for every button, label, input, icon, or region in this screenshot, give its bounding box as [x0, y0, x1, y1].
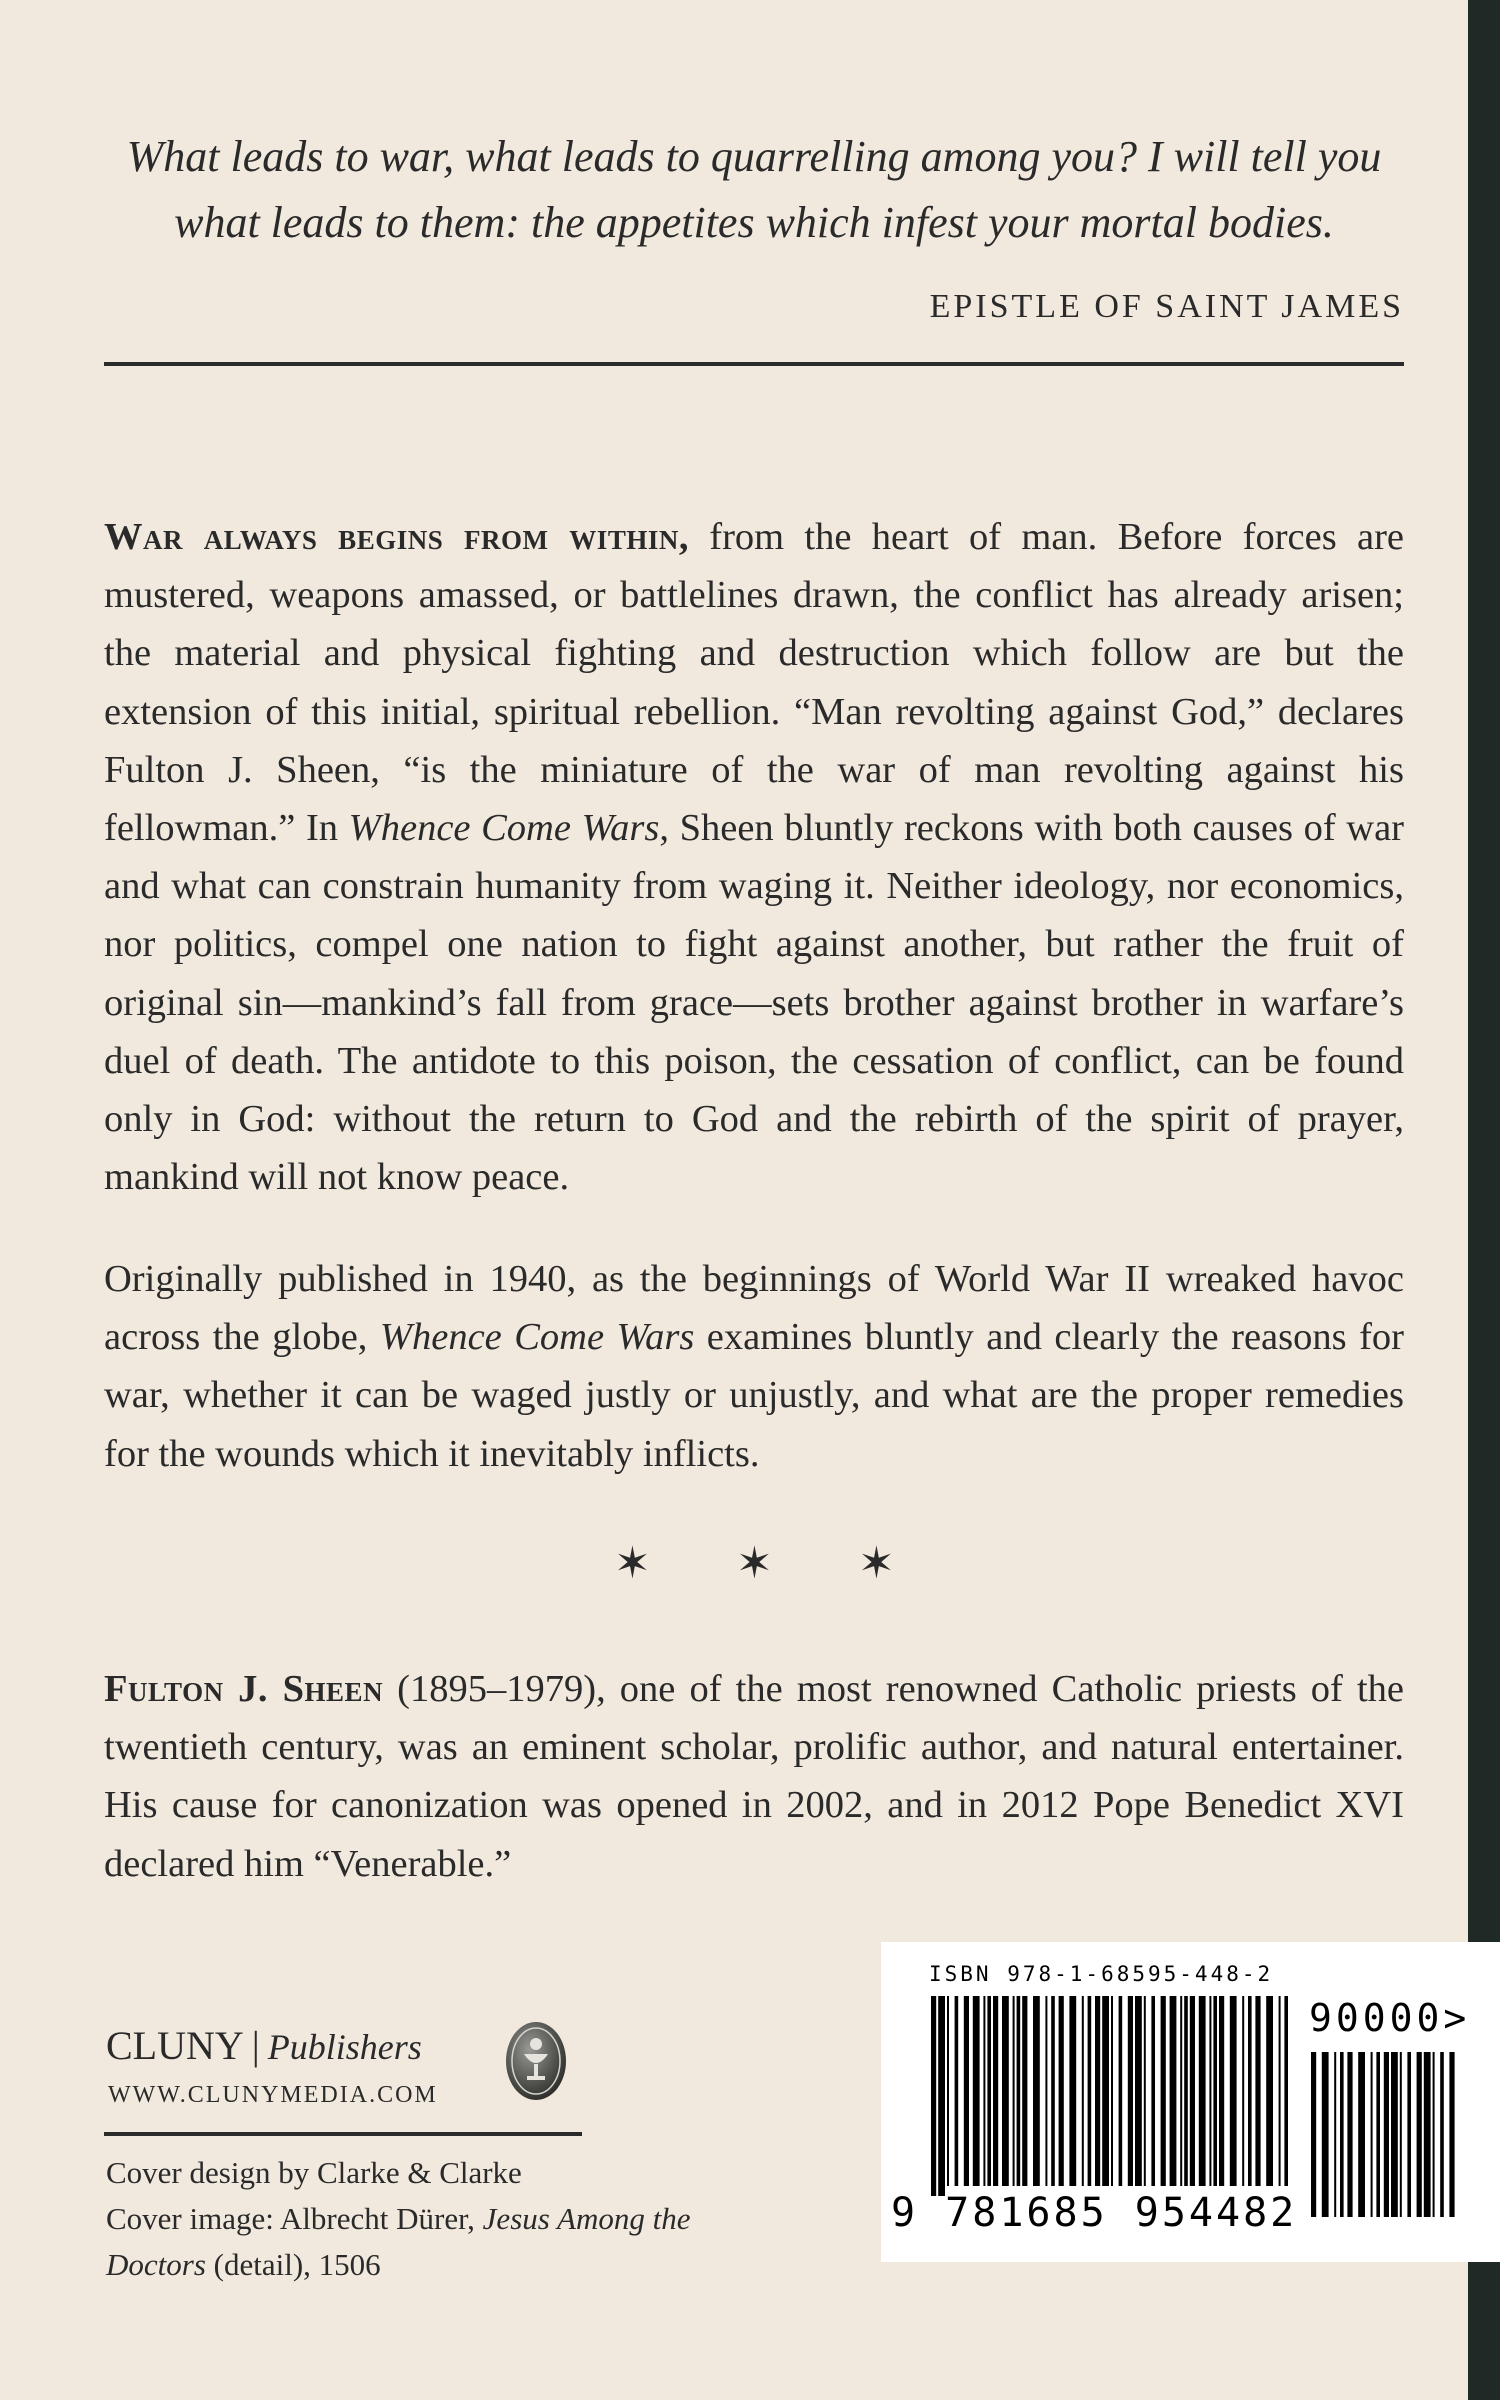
cover-image-credit: Cover image: Albrecht Dürer, Jesus Among the Doctors (detail), 1506: [106, 2201, 691, 2282]
author-name: Fulton J. Sheen: [104, 1668, 384, 1710]
isbn-number: ISBN 978-1-68595-448-2: [929, 1962, 1274, 1986]
blurb-p2-text-a: Originally published in 1940, as the beginnings of World War II wreaked havoc across the globe,: [104, 1258, 1404, 1359]
blurb-p2-text-b: examines bluntly and clearly the reasons for war, whether it can be waged justly or unjustly, and what are the proper remedies for the wounds which it inevitably inflicts.: [104, 1316, 1404, 1475]
epigraph-quote: [104, 124, 1404, 256]
top-divider-rule: [104, 362, 1404, 366]
addon-barcode-bars: [1309, 2052, 1479, 2222]
section-ornament: [104, 1538, 1404, 1589]
blurb-lead-in: War always begins from within,: [104, 516, 689, 558]
isbn-barcode: [881, 1942, 1500, 2262]
ean-barcode-bars: [929, 1996, 1289, 2196]
epigraph-line-1: What leads to war, what leads to quarrelling among you? I will tell you: [126, 132, 1382, 181]
publisher-url: WWW.CLUNYMEDIA.COM: [108, 2082, 438, 2108]
blurb-paragraph-1: [104, 508, 1404, 1206]
publisher-separator: |: [251, 2023, 260, 2068]
cover-design-credit: Cover design by Clarke & Clarke: [106, 2155, 522, 2190]
cover-credits: [106, 2150, 746, 2288]
publisher-name: [106, 2022, 422, 2069]
blurb-p1-text-a: from the heart of man. Before forces are mustered, weapons amassed, or battlelines drawn, the conflict has already arisen; the material and physical fighting and destruction which follow are but the extension of this initial, spiritual rebellion. “Man revolting against God,” declares Fulton J. Sheen, “is the miniature of the war of man revolting against his fellowman.” In: [104, 516, 1405, 850]
epigraph-line-2: what leads to them: the appetites which infest your mortal bodies.: [174, 198, 1334, 247]
star-ornament-icon: ✶: [614, 1538, 651, 1589]
publisher-tagline: Publishers: [267, 2027, 422, 2067]
artwork-title: Jesus Among the Doctors: [106, 2201, 691, 2282]
back-cover: [104, 0, 1471, 2400]
author-bio-text: (1895–1979), one of the most renowned Catholic priests of the twentieth century, was an eminent scholar, prolific author, and natural entertainer. His cause for canonization was opened in 2002, and in 2012 Pope Benedict XVI declared him “Venerable.”: [104, 1668, 1404, 1885]
publisher-wordmark: CLUNY: [106, 2023, 244, 2068]
book-title-italic: Whence Come Wars: [348, 807, 660, 850]
book-title-italic: Whence Come Wars: [379, 1316, 695, 1359]
credits-divider-rule: [104, 2132, 582, 2136]
star-ornament-icon: ✶: [736, 1538, 773, 1589]
blurb-paragraph-2: [104, 1250, 1404, 1483]
blurb-p1-text-b: , Sheen bluntly reckons with both causes of war and what can constrain humanity from waging it. Neither ideology, nor economics, nor politics, compel one nation to fight against another, but rather the fruit of original sin—mankind’s fall from grace—sets brother against brother in warfare’s duel of death. The antidote to this poison, the cessation of conflict, can be found only in God: without the return to God and the rebirth of the spirit of prayer, mankind will not know peace.: [104, 807, 1404, 1199]
epigraph-source: EPISTLE OF SAINT JAMES: [929, 288, 1404, 325]
price-code: 90000>: [1309, 1996, 1471, 2040]
author-bio: [104, 1660, 1404, 1893]
chalice-seal-icon: [504, 2020, 568, 2102]
star-ornament-icon: ✶: [858, 1538, 895, 1589]
ean-digits: 9 781685 954482: [891, 2190, 1298, 2236]
